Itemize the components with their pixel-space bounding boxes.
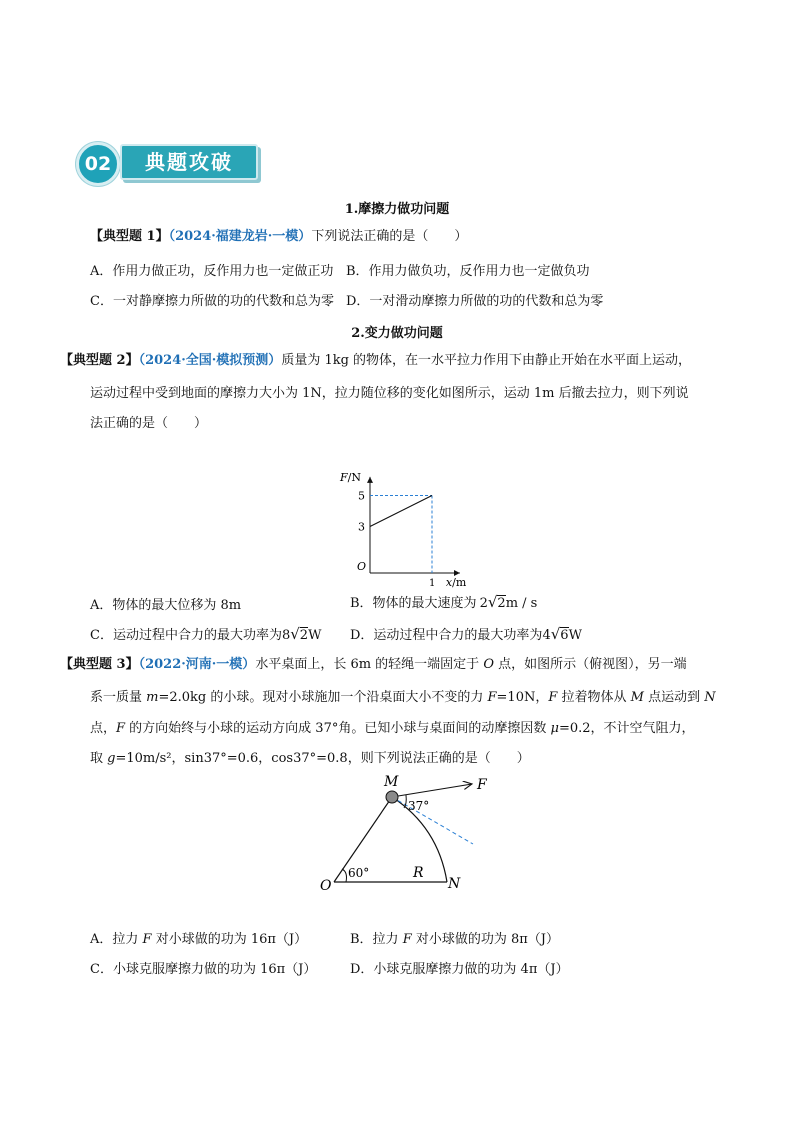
q3-stem-line-3 [90, 720, 695, 738]
y-tick-3: 3 [358, 520, 365, 534]
q3-option-a-f: F [142, 932, 152, 947]
q3-text-2-m: m [146, 690, 159, 705]
label-r: R [413, 865, 424, 881]
q3-text-2d: 拉着物体从 [557, 690, 631, 705]
q3-text-2-f2: F [548, 690, 558, 705]
q2-option-b-text: B．物体的最大速度为 [350, 596, 477, 611]
q3-stem-line-4 [90, 750, 530, 768]
tangent-direction-line [392, 797, 473, 844]
label-m: M [384, 774, 399, 790]
subsection-title-2: 2.变力做功问题 [351, 326, 443, 341]
q2-option-c-coef: 8 [281, 628, 291, 643]
sqrt-icon: √ [290, 625, 300, 643]
q3-text-3c: =0.2，不计空气阻力， [558, 721, 695, 736]
q2-option-c-unit: W [308, 628, 322, 643]
q3-text-3-f: F [116, 721, 126, 736]
q1-tag: 【典型题 1】 [90, 229, 169, 244]
section-title-badge: 典题攻破 [120, 144, 258, 180]
q3-text-2-M: M [630, 690, 644, 705]
q3-source: （2022·河南·一模） [138, 657, 256, 672]
label-o: O [320, 878, 332, 894]
q1-option-c: C．一对静摩擦力所做的功的代数和总为零 [90, 294, 334, 309]
q2-option-d-radicand: 6 [560, 628, 569, 643]
q2-option-b-radicand: 2 [497, 596, 506, 611]
y-tick-5: 5 [358, 489, 365, 503]
q2-source: （2024·全国·模拟预测） [138, 353, 282, 368]
q3-option-d: D．小球克服摩擦力做的功为 4π（J） [350, 962, 569, 977]
q3-text-1-o: O [483, 657, 494, 672]
q3-text-2b: =2.0kg 的小球。现对小球施加一个沿桌面大小不变的力 [158, 690, 488, 705]
x-tick-1: 1 [429, 578, 436, 589]
q3-text-1a: 水平桌面上，长 6m 的轻绳一端固定于 [255, 657, 480, 672]
q3-stem-line-1 [60, 656, 687, 674]
q3-tag: 【典型题 3】 [60, 657, 139, 672]
q3-text-2e: 点运动到 [643, 690, 705, 705]
q2-force-displacement-graph [330, 440, 480, 589]
q3-option-a-text-2: 对小球做的功为 16π（J） [151, 932, 308, 947]
q1-source: （2024·福建龙岩·一模） [168, 229, 312, 244]
q1-option-d: D．一对滑动摩擦力所做的功的代数和总为零 [346, 294, 604, 309]
origin-label: O [357, 560, 367, 573]
q2-option-b-unit: m / s [505, 596, 538, 611]
q3-text-3-mu: μ [550, 721, 559, 736]
q3-text-2-N: N [704, 690, 716, 705]
q2-text-1: 质量为 1kg 的物体，在一水平拉力作用下由静止开始在水平面上运动， [281, 353, 692, 368]
section-number: 02 [76, 142, 120, 186]
section-badge [76, 140, 258, 182]
q2-option-a: A．物体的最大位移为 8m [90, 598, 242, 613]
subsection-title-1: 1.摩擦力做功问题 [344, 202, 450, 217]
label-37: 37° [408, 799, 430, 813]
q3-text-3a: 点， [90, 721, 117, 736]
sqrt-icon: √ [487, 593, 498, 611]
q2-stem-line-3: 法正确的是（ ） [90, 416, 208, 431]
force-line [370, 496, 432, 527]
q2-option-c [90, 624, 321, 643]
sqrt-icon: √ [550, 625, 561, 643]
q3-text-2c: =10N， [496, 690, 549, 705]
q2-option-d [350, 624, 582, 643]
q3-stem-line-2 [90, 689, 716, 707]
q3-text-4b: =10m/s²，sin37°=0.6，cos37°=0.8，则下列说法正确的是（ ） [115, 751, 530, 766]
q3-option-c: C．小球克服摩擦力做的功为 16π（J） [90, 962, 317, 977]
q2-option-b-coef: 2 [479, 596, 488, 611]
q2-stem-line-2: 运动过程中受到地面的摩擦力大小为 1N，拉力随位移的变化如图所示，运动 1m 后撤去拉力，则下列说 [90, 386, 689, 401]
force-f-arrow [392, 784, 472, 797]
q1-stem [90, 228, 467, 246]
q2-tag: 【典型题 2】 [60, 353, 139, 368]
q2-option-d-unit: W [568, 628, 582, 643]
label-f: F [477, 777, 487, 793]
q3-text-4a: 取 [90, 751, 108, 766]
q3-option-b-f: F [402, 932, 412, 947]
q2-stem-line-1 [60, 352, 691, 370]
q2-option-d-coef: 4 [542, 628, 551, 643]
x-axis-label: x/m [445, 576, 467, 589]
q3-option-b-text-1: B．拉力 [350, 932, 403, 947]
q3-text-1b: 点，如图所示（俯视图），另一端 [498, 657, 687, 672]
label-n: N [448, 876, 461, 892]
q3-option-b-text-2: 对小球做的功为 8π（J） [411, 932, 560, 947]
q3-text-4-g: g [107, 751, 116, 766]
q3-circular-motion-figure [310, 772, 510, 894]
q2-option-b [350, 592, 537, 611]
q3-option-a-text-1: A．拉力 [90, 932, 143, 947]
q3-option-b [350, 928, 559, 947]
q3-text-2a: 系一质量 [90, 690, 147, 705]
q1-option-b: B．作用力做负功，反作用力也一定做负功 [346, 264, 590, 279]
q1-question: 下列说法正确的是（ ） [311, 229, 468, 244]
q1-option-a: A．作用力做正功，反作用力也一定做正功 [90, 264, 334, 279]
q3-option-a [90, 928, 307, 947]
q3-text-3b: 的方向始终与小球的运动方向成 37°角。已知小球与桌面间的动摩擦因数 [125, 721, 551, 736]
q2-option-d-text: D．运动过程中合力的最大功率为 [350, 628, 543, 643]
ball [386, 791, 398, 803]
q2-option-c-text: C．运动过程中合力的最大功率为 [90, 628, 282, 643]
q3-text-2-f1: F [487, 690, 497, 705]
q2-option-c-radicand: 2 [299, 628, 309, 643]
angle-60-arc [342, 869, 347, 882]
label-60: 60° [348, 866, 370, 880]
y-axis-label: F/N [340, 470, 361, 484]
